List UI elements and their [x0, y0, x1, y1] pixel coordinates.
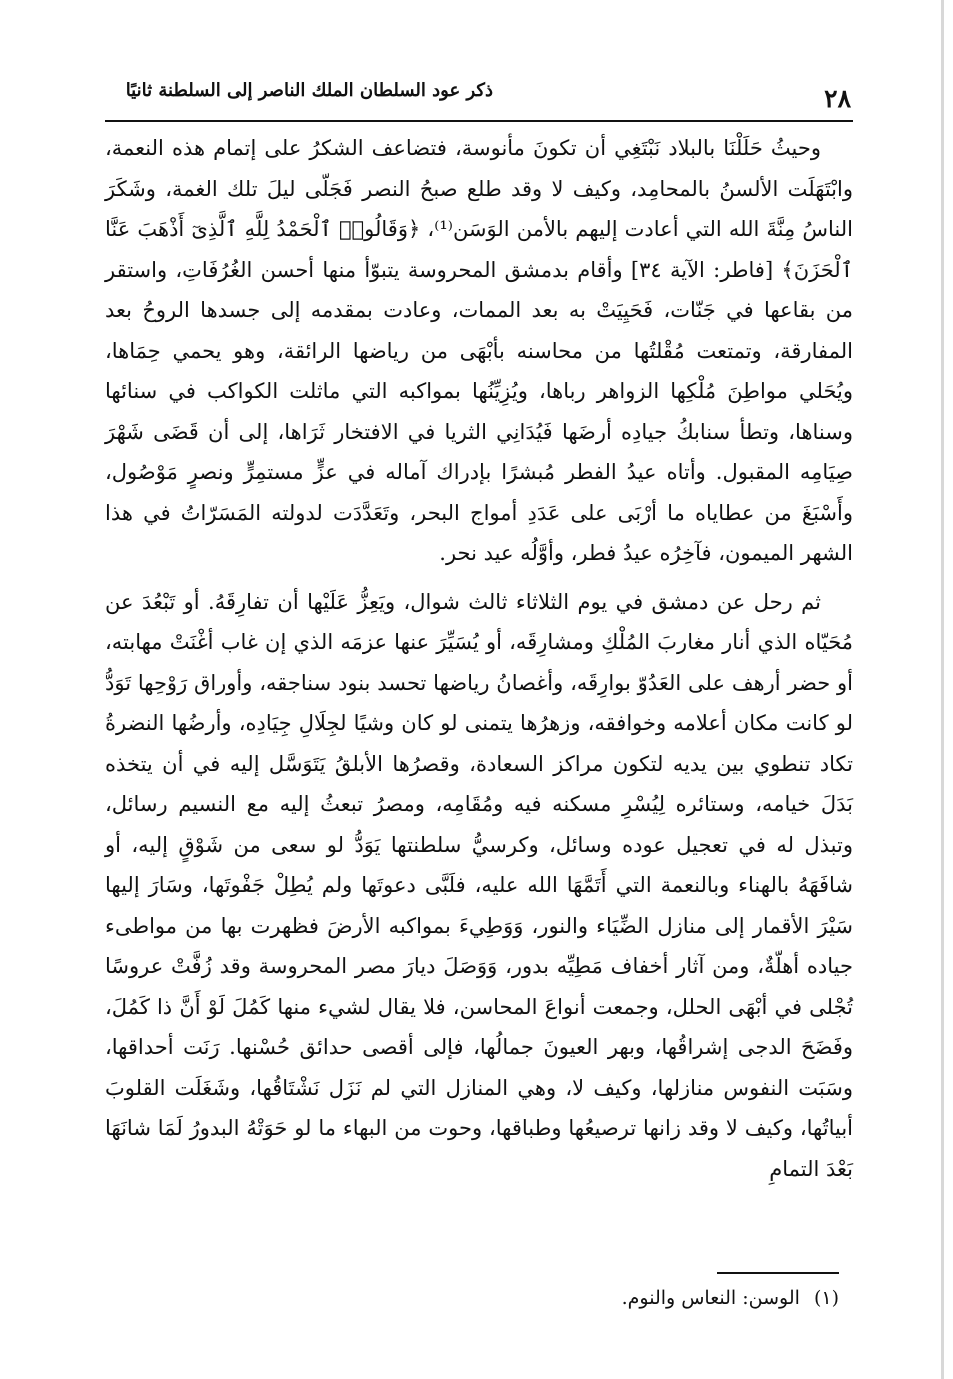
- page-number: ٢٨: [824, 84, 851, 113]
- page-edge-shadow: [941, 0, 944, 1379]
- paragraph-1: وحيثُ حَلَلْنَا بالبلاد نَبْتَغِي أن تكونَ مأنوسة، فتضاعف الشكرُ على إتمام هذه النعمة، وابْتَهَلَت الألسنُ بالمحامِد، وكيف لا وقد طلع صبحُ النصر فَجَلّى ليلَ تلك الغمة، وشَكَرَ الناسُ مِنَّةَ الله التي أعادت إليهم بالأمن الوَسَن⁽¹⁾، ﴿وَقَالُوا۟ ٱلْحَمْدُ لِلَّهِ ٱلَّذِىٓ أَذْهَبَ عَنَّا ٱلْحَزَنَ﴾ [فاطر: الآية ٣٤] وأقام بدمشق المحروسة يتبوّأ منها أحسن الغُرُفَاتِ، واستقر من بقاعها في جَنّات، فَحَيِيَتْ به بعد الممات، وعادت بمقدمه إلى جسدها الروحُ بعد المفارقة، وتمتعت مُقْلتُها من محاسنه بأبْهَى من رياضها الرائقة، وهو يحمي حِمَاها، ويُحَلي مواطِنَ مُلْكِها الزواهر رباها، ويُزِيِّنُها بمواكبه التي ماثلت الكواكب في سنائها وسناها، وتطأ سنابكُ جيادِه أرضَها فَيُدَانِي الثريا في الافتخار ثَرَاها، إلى أن قَضَى شَهْرَ صِيَامِه المقبول. وأتاه عيدُ الفطر مُبشرًا بإدراك آماله في عزٍّ مستمِرٍّ ونصرٍ مَوْصُول، وأَسْبَغَ من عطاياه ما أرْبَى على عَدَدِ أمواج البحر، وتَعَدَّدَت لدولته المَسَرّاتُ في هذا الشهر الميمون، فآخِرُه عيدُ فطر، وأوَّلُه عيد نحر.: [105, 136, 853, 565]
- paragraph-2: ثم رحل عن دمشق في يوم الثلاثاء ثالث شوال، ويَعِزُّ عَلَيْها أن تفارِقَهُ. أو تَبْعُدَ عن مُحَيّاه الذي أنار مغاربَ المُلْكِ ومشارِقَه، أو يُسَيِّرَ عنها عزمَه الذي إن غاب أغْنَتْ مهابته، أو حضر أرهف على العَدُوّ بوارِقَه، وأغصانُ رياضها تحسد بنود سناجقه، وأوراق رَوْحِها تَوَدُّ لو كانت مكان أعلامه وخوافقه، وزهرُها يتمنى لو كان وشيًا لجِلَالِ جِيَادِه، وأرضُها النضرةُ تكاد تنطوي بين يديه لتكون مراكز السعادة، وقصرُها الأبلقُ يَتَوَسَّل إليه في أن يتخذه بَدَلَ خيامه، وستائره لِيُسْرِ مسكنه فيه ومُقَامِه، ومصرُ تبعثُ إليه مع النسيم رسائل، وتبذل له في تعجيل عوده وسائل، وكرسيُّ سلطنتها يَوَدُّ لو سعى من شَوْقٍ إليه، أو شافَهَهُ بالهناء وبالنعمة التي أَتَمَّهَا الله عليه، فلَبَّى دعوتَها ولم يُطِلْ جَفْوتَها، وسَارَ إليها سَيْرَ الأقمار إلى منازل الضِّيَاء والنور، وَوَطِيءَ بمواكبه الأرضَ فظهرت بها من مواطىء جياده أهلّةٌ، ومن آثار أخفاف مَطِيِّه بدور، وَوَصَلَ ديارَ مصر المحروسة وقد زُفَّتْ عروسًا تُجْلى في أبْهَى الحلل، وجمعت أنواعَ المحاسن، فلا يقال لشيء منها كَمُلَ لَوْ أَنَّ ذا كَمُلَ، وفَضَحَ الدجى إشراقُها، وبهر العيونَ جمالُها، فإلى أقصى حدائق حُسْنها. رَنَت أحداقها، وسَبَت النفوس منازلها، وكيف لا، وهي المنازل التي لم نَزَل نَشْتَاقُها، وشَغَلَت القلوبَ أبياتُها، وكيف لا وقد زانها ترصيعُها وطباقها، وحوت من البهاء ما لو حَوَتْهُ البدورُ لَمَا شانَهَا بَعْدَ التمامِ: [105, 589, 853, 1181]
- footnote-text: الوسن: النعاس والنوم.: [621, 1287, 800, 1309]
- main-text: [105, 128, 853, 1189]
- chapter-title: ذكر عود السلطان الملك الناصر إلى السلطنة ثانيًا: [125, 80, 493, 101]
- footnote-divider: [717, 1272, 839, 1274]
- running-header: [105, 70, 853, 122]
- footnote: [622, 1284, 839, 1312]
- footnote-number: (١): [813, 1287, 839, 1309]
